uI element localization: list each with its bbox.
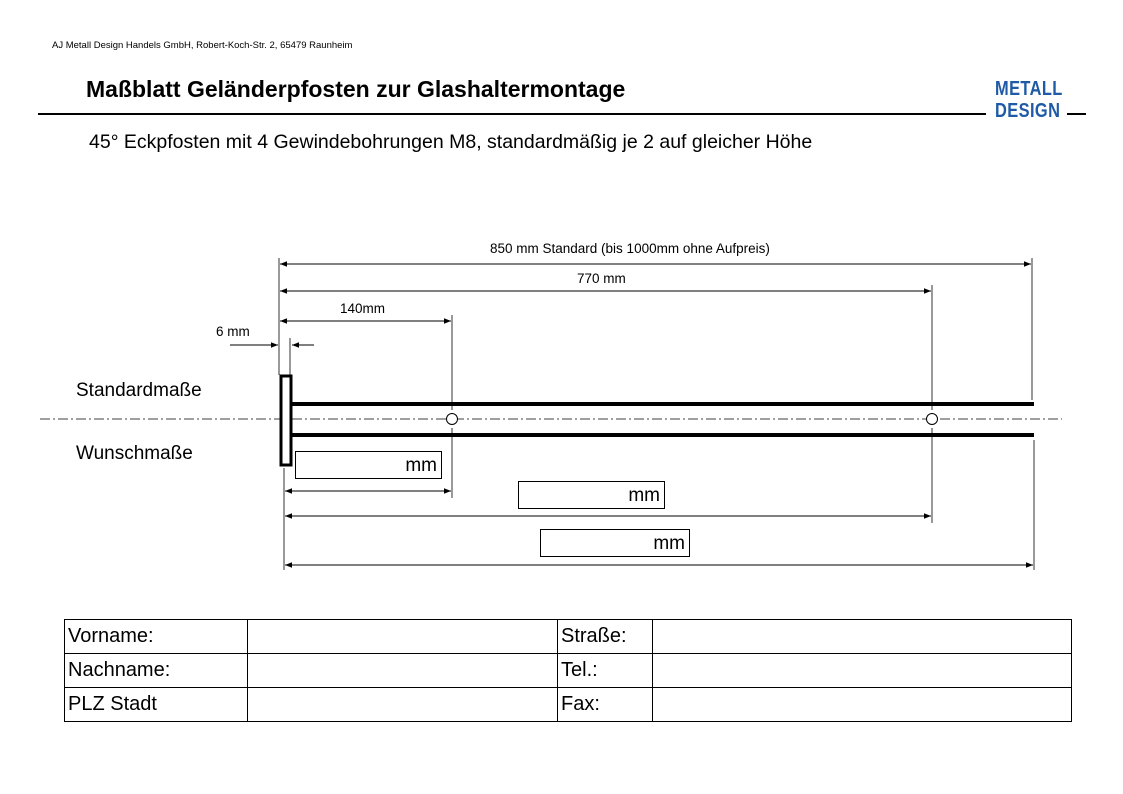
form-field-tel[interactable] xyxy=(653,654,1072,688)
form-label-fax: Fax: xyxy=(558,688,653,722)
form-field-vorname[interactable] xyxy=(248,620,558,654)
dim-text-6: 6 mm xyxy=(216,324,250,339)
company-address: AJ Metall Design Handels GmbH, Robert-Koch-Str. 2, 65479 Raunheim xyxy=(52,40,353,51)
dim-text-850: 850 mm Standard (bis 1000mm ohne Aufpreis) xyxy=(490,241,770,256)
thread-hole-2 xyxy=(927,414,938,425)
form-row xyxy=(65,620,1072,654)
label-custom: Wunschmaße xyxy=(76,443,193,464)
mm-unit-label: mm xyxy=(405,455,437,476)
form-row xyxy=(65,688,1072,722)
page-title: Maßblatt Geländerpfosten zur Glashaltermontage xyxy=(86,76,626,102)
customer-form xyxy=(64,619,1072,722)
custom-dim-input-3[interactable] xyxy=(540,529,690,557)
label-standard: Standardmaße xyxy=(76,380,202,401)
form-label-plz-stadt: PLZ Stadt xyxy=(65,688,248,722)
custom-dim-input-2[interactable] xyxy=(518,481,665,509)
dim-text-140: 140mm xyxy=(340,301,386,316)
page-subtitle: 45° Eckpfosten mit 4 Gewindebohrungen M8, standardmäßig je 2 auf gleicher Höhe xyxy=(89,131,813,153)
form-field-strasse[interactable] xyxy=(653,620,1072,654)
logo-line2: DESIGN xyxy=(995,100,1061,122)
mm-unit-label: mm xyxy=(628,485,660,506)
dim-text-770: 770 mm xyxy=(577,271,626,286)
form-label-vorname: Vorname: xyxy=(65,620,248,654)
custom-dim-input-1[interactable] xyxy=(295,451,442,479)
base-plate xyxy=(281,376,291,465)
form-field-plz-stadt[interactable] xyxy=(248,688,558,722)
extension-lines xyxy=(279,258,1034,570)
mm-unit-label: mm xyxy=(653,533,685,554)
form-field-nachname[interactable] xyxy=(248,654,558,688)
form-label-nachname: Nachname: xyxy=(65,654,248,688)
form-label-strasse: Straße: xyxy=(558,620,653,654)
form-row xyxy=(65,654,1072,688)
form-label-tel: Tel.: xyxy=(558,654,653,688)
form-field-fax[interactable] xyxy=(653,688,1072,722)
logo-line1: METALL xyxy=(995,78,1063,100)
thread-hole-1 xyxy=(447,414,458,425)
